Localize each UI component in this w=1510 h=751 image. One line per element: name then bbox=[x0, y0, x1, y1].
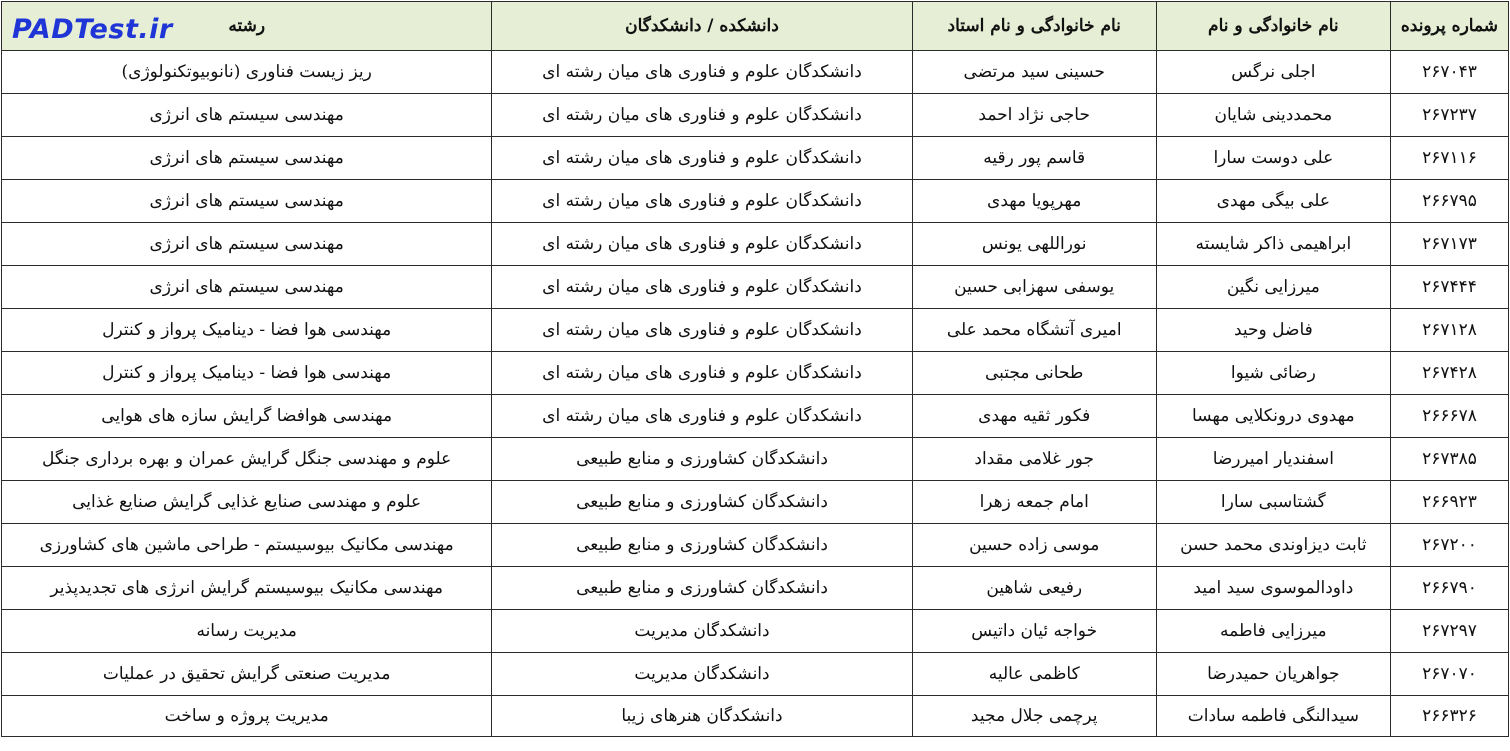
cell-file-number[interactable]: ۲۶۶۶۷۸ bbox=[1390, 395, 1508, 438]
cell-faculty[interactable]: دانشکدگان کشاورزی و منابع طبیعی bbox=[492, 567, 912, 610]
table-row bbox=[2, 266, 1509, 309]
cell-faculty[interactable]: دانشکدگان مدیریت bbox=[492, 653, 912, 696]
cell-faculty[interactable]: دانشکدگان کشاورزی و منابع طبیعی bbox=[492, 438, 912, 481]
header-student-name[interactable]: نام خانوادگی و نام bbox=[1156, 2, 1390, 51]
watermark-logo: PADTest.ir bbox=[12, 14, 173, 45]
cell-professor-name[interactable]: امام جمعه زهرا bbox=[912, 481, 1156, 524]
cell-student-name[interactable]: میرزایی نگین bbox=[1156, 266, 1390, 309]
cell-major[interactable]: مهندسی سیستم های انرژی bbox=[2, 137, 492, 180]
cell-professor-name[interactable]: یوسفی سهزابی حسین bbox=[912, 266, 1156, 309]
header-row bbox=[2, 2, 1509, 51]
table-row bbox=[2, 653, 1509, 696]
table-row bbox=[2, 438, 1509, 481]
cell-student-name[interactable]: جواهریان حمیدرضا bbox=[1156, 653, 1390, 696]
cell-file-number[interactable]: ۲۶۷۱۷۳ bbox=[1390, 223, 1508, 266]
table-row bbox=[2, 180, 1509, 223]
cell-file-number[interactable]: ۲۶۷۴۴۴ bbox=[1390, 266, 1508, 309]
table-row bbox=[2, 481, 1509, 524]
cell-file-number[interactable]: ۲۶۷۲۰۰ bbox=[1390, 524, 1508, 567]
cell-student-name[interactable]: ابراهیمی ذاکر شایسته bbox=[1156, 223, 1390, 266]
cell-student-name[interactable]: علی دوست سارا bbox=[1156, 137, 1390, 180]
cell-major[interactable]: مهندسی مکانیک بیوسیستم - طراحی ماشین های کشاورزی bbox=[2, 524, 492, 567]
cell-file-number[interactable]: ۲۶۷۱۲۸ bbox=[1390, 309, 1508, 352]
cell-faculty[interactable]: دانشکدگان علوم و فناوری های میان رشته ای bbox=[492, 137, 912, 180]
cell-major[interactable]: علوم و مهندسی صنایع غذایی گرایش صنایع غذایی bbox=[2, 481, 492, 524]
cell-file-number[interactable]: ۲۶۷۲۹۷ bbox=[1390, 610, 1508, 653]
cell-professor-name[interactable]: طحانی مجتبی bbox=[912, 352, 1156, 395]
cell-file-number[interactable]: ۲۶۷۰۴۳ bbox=[1390, 51, 1508, 94]
cell-major[interactable]: مهندسی هوا فضا - دینامیک پرواز و کنترل bbox=[2, 352, 492, 395]
cell-student-name[interactable]: اجلی نرگس bbox=[1156, 51, 1390, 94]
cell-professor-name[interactable]: پرچمی جلال مجید bbox=[912, 696, 1156, 737]
cell-student-name[interactable]: رضائی شیوا bbox=[1156, 352, 1390, 395]
cell-professor-name[interactable]: نوراللهی یونس bbox=[912, 223, 1156, 266]
cell-file-number[interactable]: ۲۶۷۰۷۰ bbox=[1390, 653, 1508, 696]
cell-faculty[interactable]: دانشکدگان علوم و فناوری های میان رشته ای bbox=[492, 266, 912, 309]
table-row bbox=[2, 137, 1509, 180]
cell-file-number[interactable]: ۲۶۶۳۲۶ bbox=[1390, 696, 1508, 737]
cell-professor-name[interactable]: جور غلامی مقداد bbox=[912, 438, 1156, 481]
cell-major[interactable]: مهندسی مکانیک بیوسیستم گرایش انرژی های تجدیدپذیر bbox=[2, 567, 492, 610]
cell-student-name[interactable]: علی بیگی مهدی bbox=[1156, 180, 1390, 223]
header-major[interactable]: رشته bbox=[2, 2, 492, 51]
cell-major[interactable]: ریز زیست فناوری (نانوبیوتکنولوژی) bbox=[2, 51, 492, 94]
cell-major[interactable]: مهندسی هوا فضا - دینامیک پرواز و کنترل bbox=[2, 309, 492, 352]
cell-student-name[interactable]: گشتاسبی سارا bbox=[1156, 481, 1390, 524]
cell-faculty[interactable]: دانشکدگان علوم و فناوری های میان رشته ای bbox=[492, 309, 912, 352]
table-row bbox=[2, 94, 1509, 137]
cell-file-number[interactable]: ۲۶۷۱۱۶ bbox=[1390, 137, 1508, 180]
table-row bbox=[2, 309, 1509, 352]
cell-faculty[interactable]: دانشکدگان هنرهای زیبا bbox=[492, 696, 912, 737]
cell-professor-name[interactable]: حاجی نژاد احمد bbox=[912, 94, 1156, 137]
cell-major[interactable]: مهندسی هوافضا گرایش سازه های هوایی bbox=[2, 395, 492, 438]
cell-faculty[interactable]: دانشکدگان علوم و فناوری های میان رشته ای bbox=[492, 94, 912, 137]
cell-faculty[interactable]: دانشکدگان کشاورزی و منابع طبیعی bbox=[492, 481, 912, 524]
table-row bbox=[2, 567, 1509, 610]
cell-student-name[interactable]: مهدوی درونکلایی مهسا bbox=[1156, 395, 1390, 438]
cell-file-number[interactable]: ۲۶۶۷۹۵ bbox=[1390, 180, 1508, 223]
cell-professor-name[interactable]: قاسم پور رقیه bbox=[912, 137, 1156, 180]
cell-professor-name[interactable]: امیری آتشگاه محمد علی bbox=[912, 309, 1156, 352]
table-row bbox=[2, 51, 1509, 94]
cell-major[interactable]: مهندسی سیستم های انرژی bbox=[2, 180, 492, 223]
cell-student-name[interactable]: میرزایی فاطمه bbox=[1156, 610, 1390, 653]
cell-professor-name[interactable]: فکور ثقیه مهدی bbox=[912, 395, 1156, 438]
header-file-number[interactable]: شماره پرونده bbox=[1390, 2, 1508, 51]
cell-student-name[interactable]: ثابت دیزاوندی محمد حسن bbox=[1156, 524, 1390, 567]
cell-student-name[interactable]: سیدالنگی فاطمه سادات bbox=[1156, 696, 1390, 737]
table-row bbox=[2, 696, 1509, 737]
cell-professor-name[interactable]: حسینی سید مرتضی bbox=[912, 51, 1156, 94]
table-row bbox=[2, 524, 1509, 567]
cell-major[interactable]: مدیریت صنعتی گرایش تحقیق در عملیات bbox=[2, 653, 492, 696]
cell-major[interactable]: علوم و مهندسی جنگل گرایش عمران و بهره برداری جنگل bbox=[2, 438, 492, 481]
cell-professor-name[interactable]: موسی زاده حسین bbox=[912, 524, 1156, 567]
table-row bbox=[2, 352, 1509, 395]
cell-major[interactable]: مهندسی سیستم های انرژی bbox=[2, 266, 492, 309]
cell-faculty[interactable]: دانشکدگان کشاورزی و منابع طبیعی bbox=[492, 524, 912, 567]
cell-faculty[interactable]: دانشکدگان علوم و فناوری های میان رشته ای bbox=[492, 180, 912, 223]
cell-file-number[interactable]: ۲۶۶۹۲۳ bbox=[1390, 481, 1508, 524]
cell-major[interactable]: مدیریت رسانه bbox=[2, 610, 492, 653]
header-faculty[interactable]: دانشکده / دانشکدگان bbox=[492, 2, 912, 51]
cell-student-name[interactable]: فاضل وحید bbox=[1156, 309, 1390, 352]
table-row bbox=[2, 223, 1509, 266]
cell-major[interactable]: مهندسی سیستم های انرژی bbox=[2, 94, 492, 137]
cell-major[interactable]: مهندسی سیستم های انرژی bbox=[2, 223, 492, 266]
cell-file-number[interactable]: ۲۶۷۲۳۷ bbox=[1390, 94, 1508, 137]
cell-student-name[interactable]: اسفندیار امیررضا bbox=[1156, 438, 1390, 481]
cell-file-number[interactable]: ۲۶۶۷۹۰ bbox=[1390, 567, 1508, 610]
cell-student-name[interactable]: داودالموسوی سید امید bbox=[1156, 567, 1390, 610]
table-row bbox=[2, 395, 1509, 438]
cell-professor-name[interactable]: رفیعی شاهین bbox=[912, 567, 1156, 610]
cell-faculty[interactable]: دانشکدگان علوم و فناوری های میان رشته ای bbox=[492, 352, 912, 395]
cell-professor-name[interactable]: مهرپویا مهدی bbox=[912, 180, 1156, 223]
cell-faculty[interactable]: دانشکدگان مدیریت bbox=[492, 610, 912, 653]
cell-professor-name[interactable]: کاظمی عالیه bbox=[912, 653, 1156, 696]
cell-faculty[interactable]: دانشکدگان علوم و فناوری های میان رشته ای bbox=[492, 51, 912, 94]
header-professor-name[interactable]: نام خانوادگی و نام استاد bbox=[912, 2, 1156, 51]
table-row bbox=[2, 610, 1509, 653]
cell-professor-name[interactable]: خواجه ئیان داتیس bbox=[912, 610, 1156, 653]
cell-faculty[interactable]: دانشکدگان علوم و فناوری های میان رشته ای bbox=[492, 223, 912, 266]
cell-faculty[interactable]: دانشکدگان علوم و فناوری های میان رشته ای bbox=[492, 395, 912, 438]
cell-file-number[interactable]: ۲۶۷۴۲۸ bbox=[1390, 352, 1508, 395]
cell-student-name[interactable]: محمددینی شایان bbox=[1156, 94, 1390, 137]
results-table bbox=[1, 1, 1509, 737]
cell-file-number[interactable]: ۲۶۷۳۸۵ bbox=[1390, 438, 1508, 481]
cell-major[interactable]: مدیریت پروژه و ساخت bbox=[2, 696, 492, 737]
